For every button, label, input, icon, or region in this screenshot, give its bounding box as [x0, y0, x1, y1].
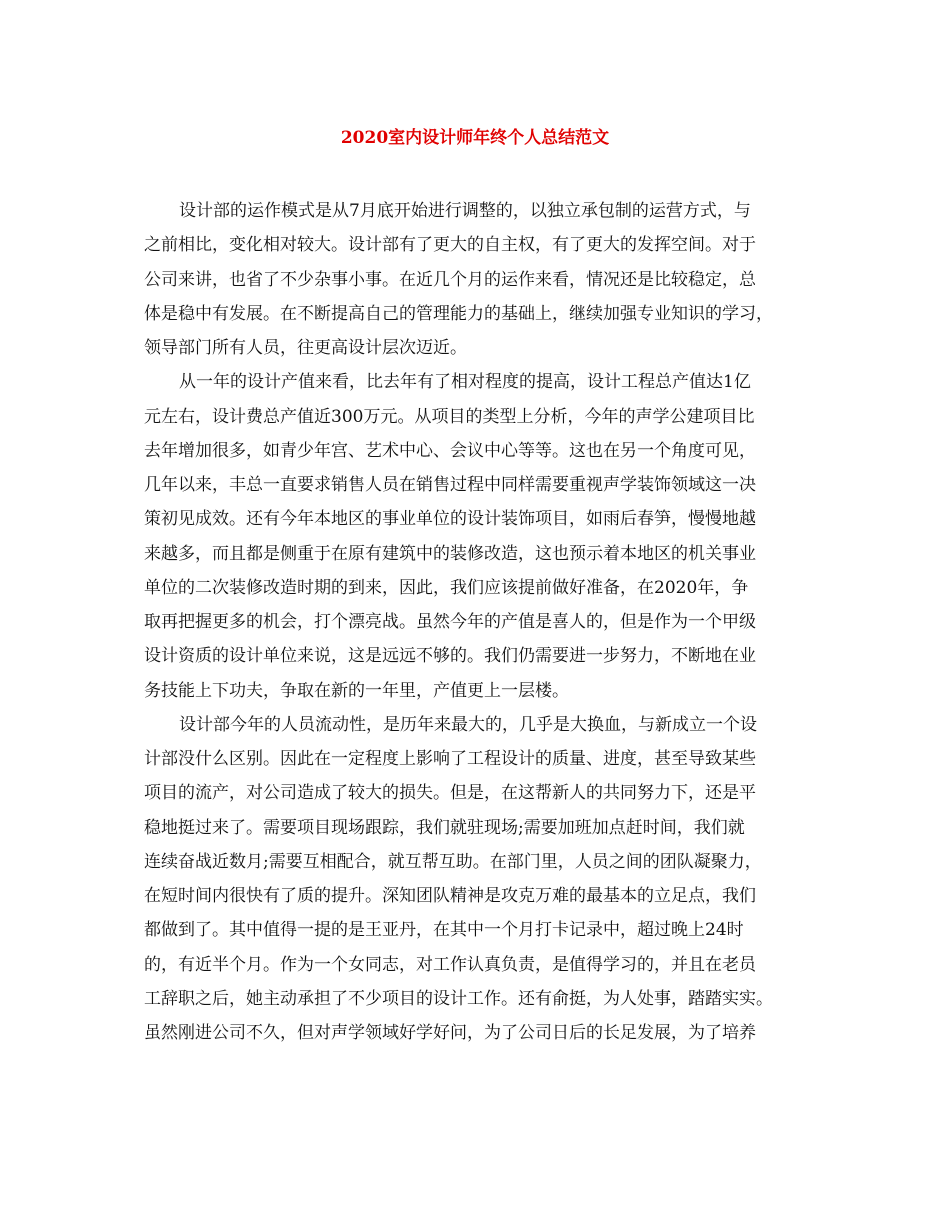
text-line: 去年增加很多，如青少年宫、艺术中心、会议中心等等。这也在另一个角度可见， — [144, 440, 756, 461]
text-line: 单位的二次装修改造时期的到来，因此，我们应该提前做好准备，在2020年，争 — [144, 577, 749, 598]
text-line: 设计部的运作模式是从7月底开始进行调整的，以独立承包制的运营方式，与 — [179, 201, 751, 221]
text-line: 设计部今年的人员流动性，是历年来最大的，几乎是大换血，与新成立一个设 — [179, 714, 757, 735]
paragraph-3 — [144, 708, 824, 1051]
text-line: 设计资质的设计单位来说，这是远远不够的。我们仍需要进一步努力，不断地在业 — [144, 646, 756, 667]
text-line: 的，有近半个月。作为一个女同志，对工作认真负责，是值得学习的，并且在老员 — [144, 954, 756, 975]
text-line: 稳地挺过来了。需要项目现场跟踪，我们就驻现场;需要加班加点赶时间，我们就 — [144, 817, 745, 838]
text-line: 连续奋战近数月;需要互相配合，就互帮互助。在部门里，人员之间的团队凝聚力， — [144, 851, 762, 872]
text-line: 之前相比，变化相对较大。设计部有了更大的自主权，有了更大的发挥空间。对于 — [144, 235, 756, 256]
text-line: 从一年的设计产值来看，比去年有了相对程度的提高，设计工程总产值达1亿 — [179, 372, 751, 393]
text-line: 计部没什么区别。因此在一定程度上影响了工程设计的质量、进度，甚至导致某些 — [144, 749, 756, 769]
text-line: 体是稳中有发展。在不断提高自己的管理能力的基础上，继续加强专业知识的学习， — [144, 303, 773, 324]
text-line: 来越多，而且都是侧重于在原有建筑中的装修改造，这也预示着本地区的机关事业 — [144, 543, 756, 564]
paragraph-1 — [144, 194, 824, 365]
text-line: 取再把握更多的机会，打个漂亮战。虽然今年的产值是喜人的，但是作为一个甲级 — [144, 612, 756, 632]
text-line: 都做到了。其中值得一提的是王亚丹，在其中一个月打卡记录中，超过晚上24时 — [144, 920, 744, 941]
document-title: 2020室内设计师年终个人总结范文 — [340, 128, 610, 148]
text-line: 策初见成效。还有今年本地区的事业单位的设计装饰项目，如雨后春笋，慢慢地越 — [144, 509, 756, 530]
text-line: 公司来讲，也省了不少杂事小事。在近几个月的运作来看，情况还是比较稳定，总 — [144, 269, 756, 290]
text-line: 项目的流产，对公司造成了较大的损失。但是，在这帮新人的共同努力下，还是平 — [144, 783, 756, 804]
document-body — [144, 194, 824, 1050]
text-line: 几年以来，丰总一直要求销售人员在销售过程中同样需要重视声学装饰领域这一决 — [144, 475, 756, 495]
text-line: 在短时间内很快有了质的提升。深知团队精神是攻克万难的最基本的立足点，我们 — [144, 886, 756, 906]
text-line: 工辞职之后，她主动承担了不少项目的设计工作。还有俞挺，为人处事，踏踏实实。 — [144, 988, 773, 1009]
text-line: 元左右，设计费总产值近300万元。从项目的类型上分析，今年的声学公建项目比 — [144, 406, 755, 427]
text-line: 虽然刚进公司不久，但对声学领域好学好问，为了公司日后的长足发展，为了培养 — [144, 1023, 756, 1043]
text-line: 务技能上下功夫，争取在新的一年里，产值更上一层楼。 — [144, 680, 569, 701]
text-line: 领导部门所有人员，往更高设计层次迈近。 — [144, 338, 467, 358]
paragraph-2 — [144, 365, 824, 708]
